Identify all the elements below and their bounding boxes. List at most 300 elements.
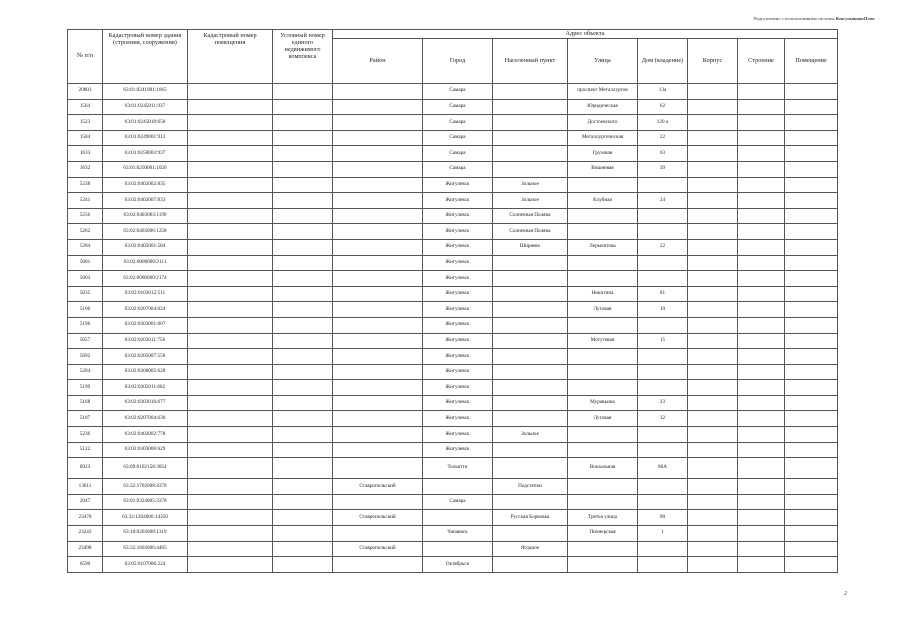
cell-empty (688, 317, 738, 333)
cell-district (333, 302, 423, 318)
cell-cad: 63:10:0203008:1319 (103, 526, 188, 542)
cell-empty (785, 286, 838, 302)
cell-city: Жигулевск (423, 333, 493, 349)
table-row (68, 115, 838, 131)
cell-empty (188, 526, 273, 542)
cell-empty (738, 193, 785, 209)
cell-empty (188, 458, 273, 479)
cell-house: 23 (638, 395, 688, 411)
cell-empty (188, 239, 273, 255)
cell-empty (785, 479, 838, 495)
cell-empty (188, 494, 273, 510)
cell-empty (738, 286, 785, 302)
page-number: 2 (844, 591, 847, 597)
cell-empty (738, 333, 785, 349)
cell-street (568, 271, 638, 287)
cell-street: Клубная (568, 193, 638, 209)
cell-empty (785, 224, 838, 240)
cell-district (333, 526, 423, 542)
cell-empty (688, 479, 738, 495)
cell-empty (688, 510, 738, 526)
cell-cad: 63:02:0303006:629 (103, 442, 188, 458)
cell-cad: 63:09:0102158:3054 (103, 458, 188, 479)
cell-empty (688, 411, 738, 427)
cell-cad: 63:02:0402007:833 (103, 193, 188, 209)
cell-settlement (493, 99, 568, 115)
cell-city: Октябрьск (423, 557, 493, 573)
cell-empty (738, 494, 785, 510)
cell-empty (273, 333, 333, 349)
table-row (68, 317, 838, 333)
cell-num: 5003 (68, 271, 103, 287)
cell-district (333, 177, 423, 193)
cell-empty (688, 146, 738, 162)
cell-empty (273, 349, 333, 365)
cell-city: Жигулевск (423, 442, 493, 458)
table-row (68, 193, 838, 209)
cell-city: Самара (423, 161, 493, 177)
cell-city: Жигулевск (423, 317, 493, 333)
cell-num: 5196 (68, 317, 103, 333)
cell-city (423, 510, 493, 526)
cell-empty (188, 224, 273, 240)
cell-city: Самара (423, 115, 493, 131)
cell-empty (738, 224, 785, 240)
cell-empty (785, 302, 838, 318)
cell-street: проспект Металлургов (568, 84, 638, 100)
cell-house: 24 (638, 193, 688, 209)
table-row (68, 99, 838, 115)
cell-district (333, 380, 423, 396)
col-cond-number: Условный номер единого недвижимого комплекса (273, 30, 333, 84)
cell-num: 1584 (68, 130, 103, 146)
cell-num: 23498 (68, 541, 103, 557)
cell-district (333, 286, 423, 302)
table-row (68, 442, 838, 458)
table-row (68, 526, 838, 542)
cell-cad: 63:02:0000000:2111 (103, 255, 188, 271)
cell-house: 1 (638, 526, 688, 542)
cell-empty (785, 130, 838, 146)
cell-settlement (493, 302, 568, 318)
cell-num: 5284 (68, 239, 103, 255)
cell-district: Ставропольский (333, 510, 423, 526)
table-row (68, 130, 838, 146)
cell-street (568, 541, 638, 557)
cell-house (638, 494, 688, 510)
cell-empty (688, 364, 738, 380)
cell-house: 90 (638, 510, 688, 526)
cell-num: 1523 (68, 115, 103, 131)
cell-empty (688, 271, 738, 287)
cell-settlement (493, 395, 568, 411)
cell-empty (738, 510, 785, 526)
cell-empty (273, 146, 333, 162)
cell-district (333, 494, 423, 510)
cell-street (568, 494, 638, 510)
cell-city: Самара (423, 84, 493, 100)
cell-empty (273, 255, 333, 271)
cell-empty (785, 193, 838, 209)
cell-num: 8923 (68, 458, 103, 479)
cell-empty (188, 146, 273, 162)
cell-empty (688, 349, 738, 365)
cell-empty (273, 177, 333, 193)
table-row (68, 541, 838, 557)
table-row (68, 380, 838, 396)
cell-house: 81 (638, 286, 688, 302)
cell-empty (738, 239, 785, 255)
cell-settlement: Зольное (493, 177, 568, 193)
cell-empty (785, 364, 838, 380)
cell-house (638, 427, 688, 443)
cell-empty (273, 541, 333, 557)
cell-empty (785, 349, 838, 365)
cell-district (333, 255, 423, 271)
cell-street: Вишневая (568, 161, 638, 177)
cell-street (568, 349, 638, 365)
cell-empty (188, 115, 273, 131)
cell-empty (188, 177, 273, 193)
cell-empty (688, 541, 738, 557)
cell-empty (688, 395, 738, 411)
cell-settlement: Ширяево (493, 239, 568, 255)
cell-city: Жигулевск (423, 395, 493, 411)
cell-settlement (493, 411, 568, 427)
cell-empty (738, 130, 785, 146)
cell-empty (688, 557, 738, 573)
cell-house: 32 (638, 411, 688, 427)
cell-empty (738, 442, 785, 458)
cell-district (333, 224, 423, 240)
cell-house: 80А (638, 458, 688, 479)
cell-city: Жигулевск (423, 224, 493, 240)
cell-cad: 63:02:0205007:558 (103, 349, 188, 365)
cell-empty (785, 177, 838, 193)
cell-empty (688, 255, 738, 271)
cell-empty (738, 146, 785, 162)
cell-settlement (493, 458, 568, 479)
cell-house (638, 442, 688, 458)
cell-empty (738, 161, 785, 177)
col-address-group: Адрес объекта (333, 30, 838, 39)
cell-district: Ставропольский (333, 541, 423, 557)
cell-empty (188, 442, 273, 458)
cell-city: Жигулевск (423, 349, 493, 365)
cell-num: 5107 (68, 411, 103, 427)
cell-num: 5001 (68, 255, 103, 271)
cell-empty (188, 317, 273, 333)
cell-district (333, 99, 423, 115)
cell-street: Металлургическая (568, 130, 638, 146)
cell-empty (785, 380, 838, 396)
cell-settlement (493, 494, 568, 510)
cell-city: Жигулевск (423, 302, 493, 318)
cell-empty (688, 442, 738, 458)
cell-cad: 63:01:0241001:1665 (103, 84, 188, 100)
cell-cad: 63:01:0249001:912 (103, 130, 188, 146)
cell-num: 5256 (68, 208, 103, 224)
cell-empty (785, 557, 838, 573)
cell-empty (188, 84, 273, 100)
cell-district (333, 193, 423, 209)
cell-city: Чапаевск (423, 526, 493, 542)
cell-house (638, 349, 688, 365)
cell-empty (273, 442, 333, 458)
cell-empty (188, 130, 273, 146)
cell-house: 22 (638, 239, 688, 255)
cell-empty (738, 395, 785, 411)
table-row (68, 427, 838, 443)
cell-empty (188, 161, 273, 177)
cell-settlement (493, 526, 568, 542)
cell-cad: 63:02:0305011:682 (103, 380, 188, 396)
cell-street: Никитина (568, 286, 638, 302)
cell-city: Жигулевск (423, 208, 493, 224)
cell-street (568, 224, 638, 240)
cell-empty (188, 541, 273, 557)
cell-empty (688, 193, 738, 209)
cell-city: Жигулевск (423, 364, 493, 380)
cell-settlement: Солнечная Поляна (493, 224, 568, 240)
cell-street (568, 380, 638, 396)
cell-num: 5122 (68, 442, 103, 458)
cell-empty (188, 380, 273, 396)
cell-street: Третья улица (568, 510, 638, 526)
cell-district (333, 458, 423, 479)
cell-empty (738, 255, 785, 271)
cell-empty (688, 380, 738, 396)
col-city: Город (423, 39, 493, 84)
cell-num: 6590 (68, 557, 103, 573)
cell-empty (273, 395, 333, 411)
header-note-prefix: Подготовлено с использованием системы (753, 16, 835, 21)
cell-empty (785, 427, 838, 443)
cell-empty (738, 302, 785, 318)
cell-empty (188, 208, 273, 224)
cell-district (333, 442, 423, 458)
cell-empty (688, 130, 738, 146)
cell-num: 1632 (68, 161, 103, 177)
cell-empty (738, 526, 785, 542)
cell-settlement (493, 84, 568, 100)
cell-empty (273, 193, 333, 209)
cell-cad: 63:01:0250001:1020 (103, 161, 188, 177)
table-row (68, 84, 838, 100)
cell-empty (785, 526, 838, 542)
cell-empty (688, 494, 738, 510)
cell-empty (785, 395, 838, 411)
table-row (68, 239, 838, 255)
cell-empty (785, 115, 838, 131)
cell-empty (738, 99, 785, 115)
cell-settlement (493, 380, 568, 396)
cell-house (638, 255, 688, 271)
cell-cad: 63:02:0207004:630 (103, 411, 188, 427)
cell-num: 5262 (68, 224, 103, 240)
cell-empty (273, 458, 333, 479)
cell-street: Луговая (568, 302, 638, 318)
cell-district (333, 130, 423, 146)
cell-district (333, 364, 423, 380)
table-row (68, 479, 838, 495)
cell-district (333, 411, 423, 427)
cell-house: 10 (638, 302, 688, 318)
cell-empty (785, 239, 838, 255)
cell-empty (273, 302, 333, 318)
cell-empty (188, 479, 273, 495)
cell-num: 5057 (68, 333, 103, 349)
cell-num: 13611 (68, 479, 103, 495)
col-district: Район (333, 39, 423, 84)
cell-empty (738, 458, 785, 479)
cell-house: 63 (638, 146, 688, 162)
cell-empty (273, 479, 333, 495)
cell-district (333, 349, 423, 365)
cell-empty (785, 411, 838, 427)
cell-cad: 63:02:0000000:2174 (103, 271, 188, 287)
cell-street: Пионерская (568, 526, 638, 542)
cell-cad: 63:02:0303001:607 (103, 317, 188, 333)
cell-empty (188, 99, 273, 115)
cell-empty (738, 208, 785, 224)
cell-empty (188, 193, 273, 209)
table-row (68, 395, 838, 411)
cell-district (333, 84, 423, 100)
cell-empty (273, 99, 333, 115)
cell-house (638, 557, 688, 573)
col-cad-room: Кадастровый номер помещения (188, 30, 273, 84)
cell-city: Жигулевск (423, 177, 493, 193)
registry-rows (68, 84, 838, 573)
cell-district (333, 557, 423, 573)
cell-street: Мотуговая (568, 333, 638, 349)
cell-street (568, 442, 638, 458)
cell-empty (785, 541, 838, 557)
cell-cad: 63:32:1702008:4378 (103, 479, 188, 495)
cell-street (568, 427, 638, 443)
cell-city: Тольятти (423, 458, 493, 479)
col-cad-building: Кадастровый номер здания (строения, сооружения) (103, 30, 188, 84)
cell-cad: 63:02:0402002:778 (103, 427, 188, 443)
table-row (68, 224, 838, 240)
cell-street (568, 317, 638, 333)
cell-city: Самара (423, 130, 493, 146)
cell-empty (738, 271, 785, 287)
cell-num: 5238 (68, 177, 103, 193)
cell-empty (785, 255, 838, 271)
cell-empty (688, 84, 738, 100)
cell-house: 13а (638, 84, 688, 100)
cell-settlement (493, 557, 568, 573)
cell-district (333, 146, 423, 162)
header-note-brand: КонсультантПлюс (835, 16, 875, 21)
cell-settlement: Зольное (493, 427, 568, 443)
cell-empty (738, 541, 785, 557)
cell-house (638, 271, 688, 287)
cell-empty (738, 557, 785, 573)
cell-cad: 63:32:1204006:14350 (103, 510, 188, 526)
cell-cad: 63:02:0403003:1199 (103, 208, 188, 224)
table-row (68, 161, 838, 177)
cell-empty (273, 557, 333, 573)
cell-street (568, 208, 638, 224)
header-note (753, 16, 875, 21)
cell-empty (273, 239, 333, 255)
cell-district (333, 208, 423, 224)
cell-settlement (493, 146, 568, 162)
cell-settlement: Зольное (493, 193, 568, 209)
col-premises: Помещение (785, 39, 838, 84)
cell-cad: 63:01:0245011:937 (103, 99, 188, 115)
cell-district (333, 333, 423, 349)
cell-empty (688, 302, 738, 318)
cell-empty (188, 427, 273, 443)
cell-empty (273, 84, 333, 100)
cell-settlement: Подстепки (493, 479, 568, 495)
cell-city: Жигулевск (423, 193, 493, 209)
cell-house: 22 (638, 130, 688, 146)
cell-district (333, 239, 423, 255)
cell-house (638, 317, 688, 333)
cell-empty (273, 317, 333, 333)
cell-house (638, 541, 688, 557)
cell-num: 5035 (68, 286, 103, 302)
cell-empty (785, 510, 838, 526)
cell-empty (785, 146, 838, 162)
cell-house: 39 (638, 161, 688, 177)
cell-cad: 63:02:0207004:624 (103, 302, 188, 318)
cell-empty (738, 380, 785, 396)
cell-empty (738, 364, 785, 380)
cell-empty (273, 494, 333, 510)
cell-city: Жигулевск (423, 255, 493, 271)
cell-street (568, 557, 638, 573)
cell-empty (785, 494, 838, 510)
cell-empty (273, 271, 333, 287)
cell-empty (273, 411, 333, 427)
cell-num: 1564 (68, 99, 103, 115)
cell-district (333, 427, 423, 443)
col-house: Дом (владение) (638, 39, 688, 84)
cell-house (638, 224, 688, 240)
cell-settlement: Солнечная Поляна (493, 208, 568, 224)
table-row (68, 177, 838, 193)
cell-empty (785, 208, 838, 224)
cell-empty (785, 317, 838, 333)
cell-empty (273, 224, 333, 240)
cell-empty (738, 479, 785, 495)
cell-empty (188, 349, 273, 365)
cell-house (638, 177, 688, 193)
table-row (68, 255, 838, 271)
cell-empty (688, 526, 738, 542)
cell-empty (188, 557, 273, 573)
table-row (68, 146, 838, 162)
cell-city: Жигулевск (423, 411, 493, 427)
cell-house: 120 а (638, 115, 688, 131)
cell-num: 2047 (68, 494, 103, 510)
cell-settlement: Русская Борковка (493, 510, 568, 526)
cell-house (638, 380, 688, 396)
cell-settlement (493, 364, 568, 380)
table-row (68, 271, 838, 287)
cell-empty (688, 115, 738, 131)
cell-empty (738, 84, 785, 100)
cell-street (568, 364, 638, 380)
col-settlement: Населенный пункт (493, 39, 568, 84)
cell-city: Жигулевск (423, 380, 493, 396)
